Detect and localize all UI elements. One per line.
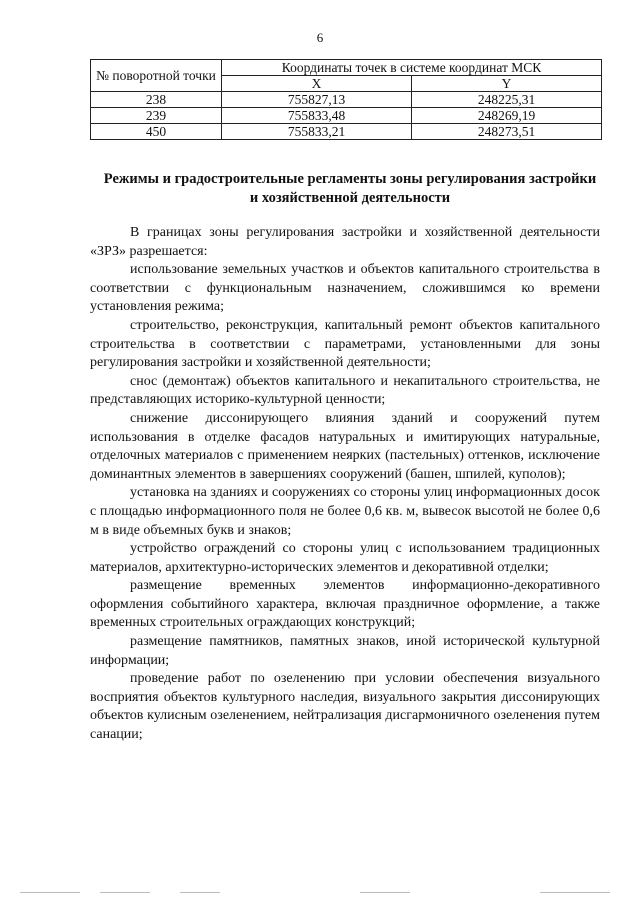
paragraph: строительство, реконструкция, капитальный ремонт объектов капитального строительства в соответствии с параметрами, установленными для зоны регулирования застройки и хозяйственной деятельности; <box>90 317 600 371</box>
paragraph: размещение временных элементов информационно-декоративного оформления событийного характера, включая праздничное оформление, а также временных строительных ограждающих конструкций; <box>90 578 600 631</box>
paragraph: снос (демонтаж) объектов капитального и некапитального строительства, не представляющих историко-культурной ценности; <box>90 373 600 408</box>
y-cell: 248269,19 <box>412 108 602 124</box>
point-number-header: № поворотной точки <box>91 60 222 92</box>
y-header: Y <box>412 76 602 92</box>
point-cell: 239 <box>91 108 222 124</box>
coordinates-header: Координаты точек в системе координат МСК <box>222 60 602 76</box>
y-cell: 248273,51 <box>412 124 602 140</box>
point-cell: 450 <box>91 124 222 140</box>
paragraph: использование земельных участков и объектов капитального строительства в соответствии с функциональным назначением, сложившимся ко времени установления режима; <box>90 262 600 315</box>
paragraph: размещение памятников, памятных знаков, иной исторической культурной информации; <box>90 634 600 668</box>
x-cell: 755833,48 <box>222 108 412 124</box>
scan-artifact-line <box>180 892 220 893</box>
paragraph: установка на зданиях и сооружениях со стороны улиц информационных досок с площадью информационного поля не более 0,6 кв. м, вывесок высотой не более 0,6 м в виде объемных букв и знаков; <box>90 485 600 538</box>
scan-artifact-line <box>540 892 610 893</box>
scan-artifact-line <box>360 892 410 893</box>
x-cell: 755827,13 <box>222 92 412 108</box>
scan-artifact-line <box>20 892 80 893</box>
paragraph: устройство ограждений со стороны улиц с использованием традиционных материалов, архитектурно-исторических элементов и декоративной отделки; <box>90 541 600 575</box>
paragraph: снижение диссонирующего влияния зданий и сооружений путем использования в отделке фасадов натуральных и имитирующих натуральные, отделочных материалов с применением неярких (пастельных) оттенков, исключение доминантных элементов в завершениях сооружений (башен, шпилей, куполов); <box>90 410 600 482</box>
paragraph: проведение работ по озеленению при условии обеспечения визуального восприятия объектов культурного наследия, визуального закрытия диссонирующих объектов кулисным озеленением, нейтрализация дисгармоничного озеленения путем санации; <box>90 671 600 743</box>
x-header: X <box>222 76 412 92</box>
table-row <box>91 108 602 124</box>
section-heading: Режимы и градостроительные регламенты зоны регулирования застройки и хозяйственной деятельности <box>103 171 597 206</box>
point-cell: 238 <box>91 92 222 108</box>
x-cell: 755833,21 <box>222 124 412 140</box>
document-body <box>90 224 600 745</box>
table-row <box>91 124 602 140</box>
coordinates-table <box>90 59 602 140</box>
page-number: 6 <box>316 30 324 45</box>
table-row <box>91 92 602 108</box>
y-cell: 248225,31 <box>412 92 602 108</box>
table-header-row <box>91 60 602 76</box>
scan-artifact-line <box>100 892 150 893</box>
paragraph: В границах зоны регулирования застройки и хозяйственной деятельности «ЗРЗ» разрешается: <box>90 225 600 259</box>
